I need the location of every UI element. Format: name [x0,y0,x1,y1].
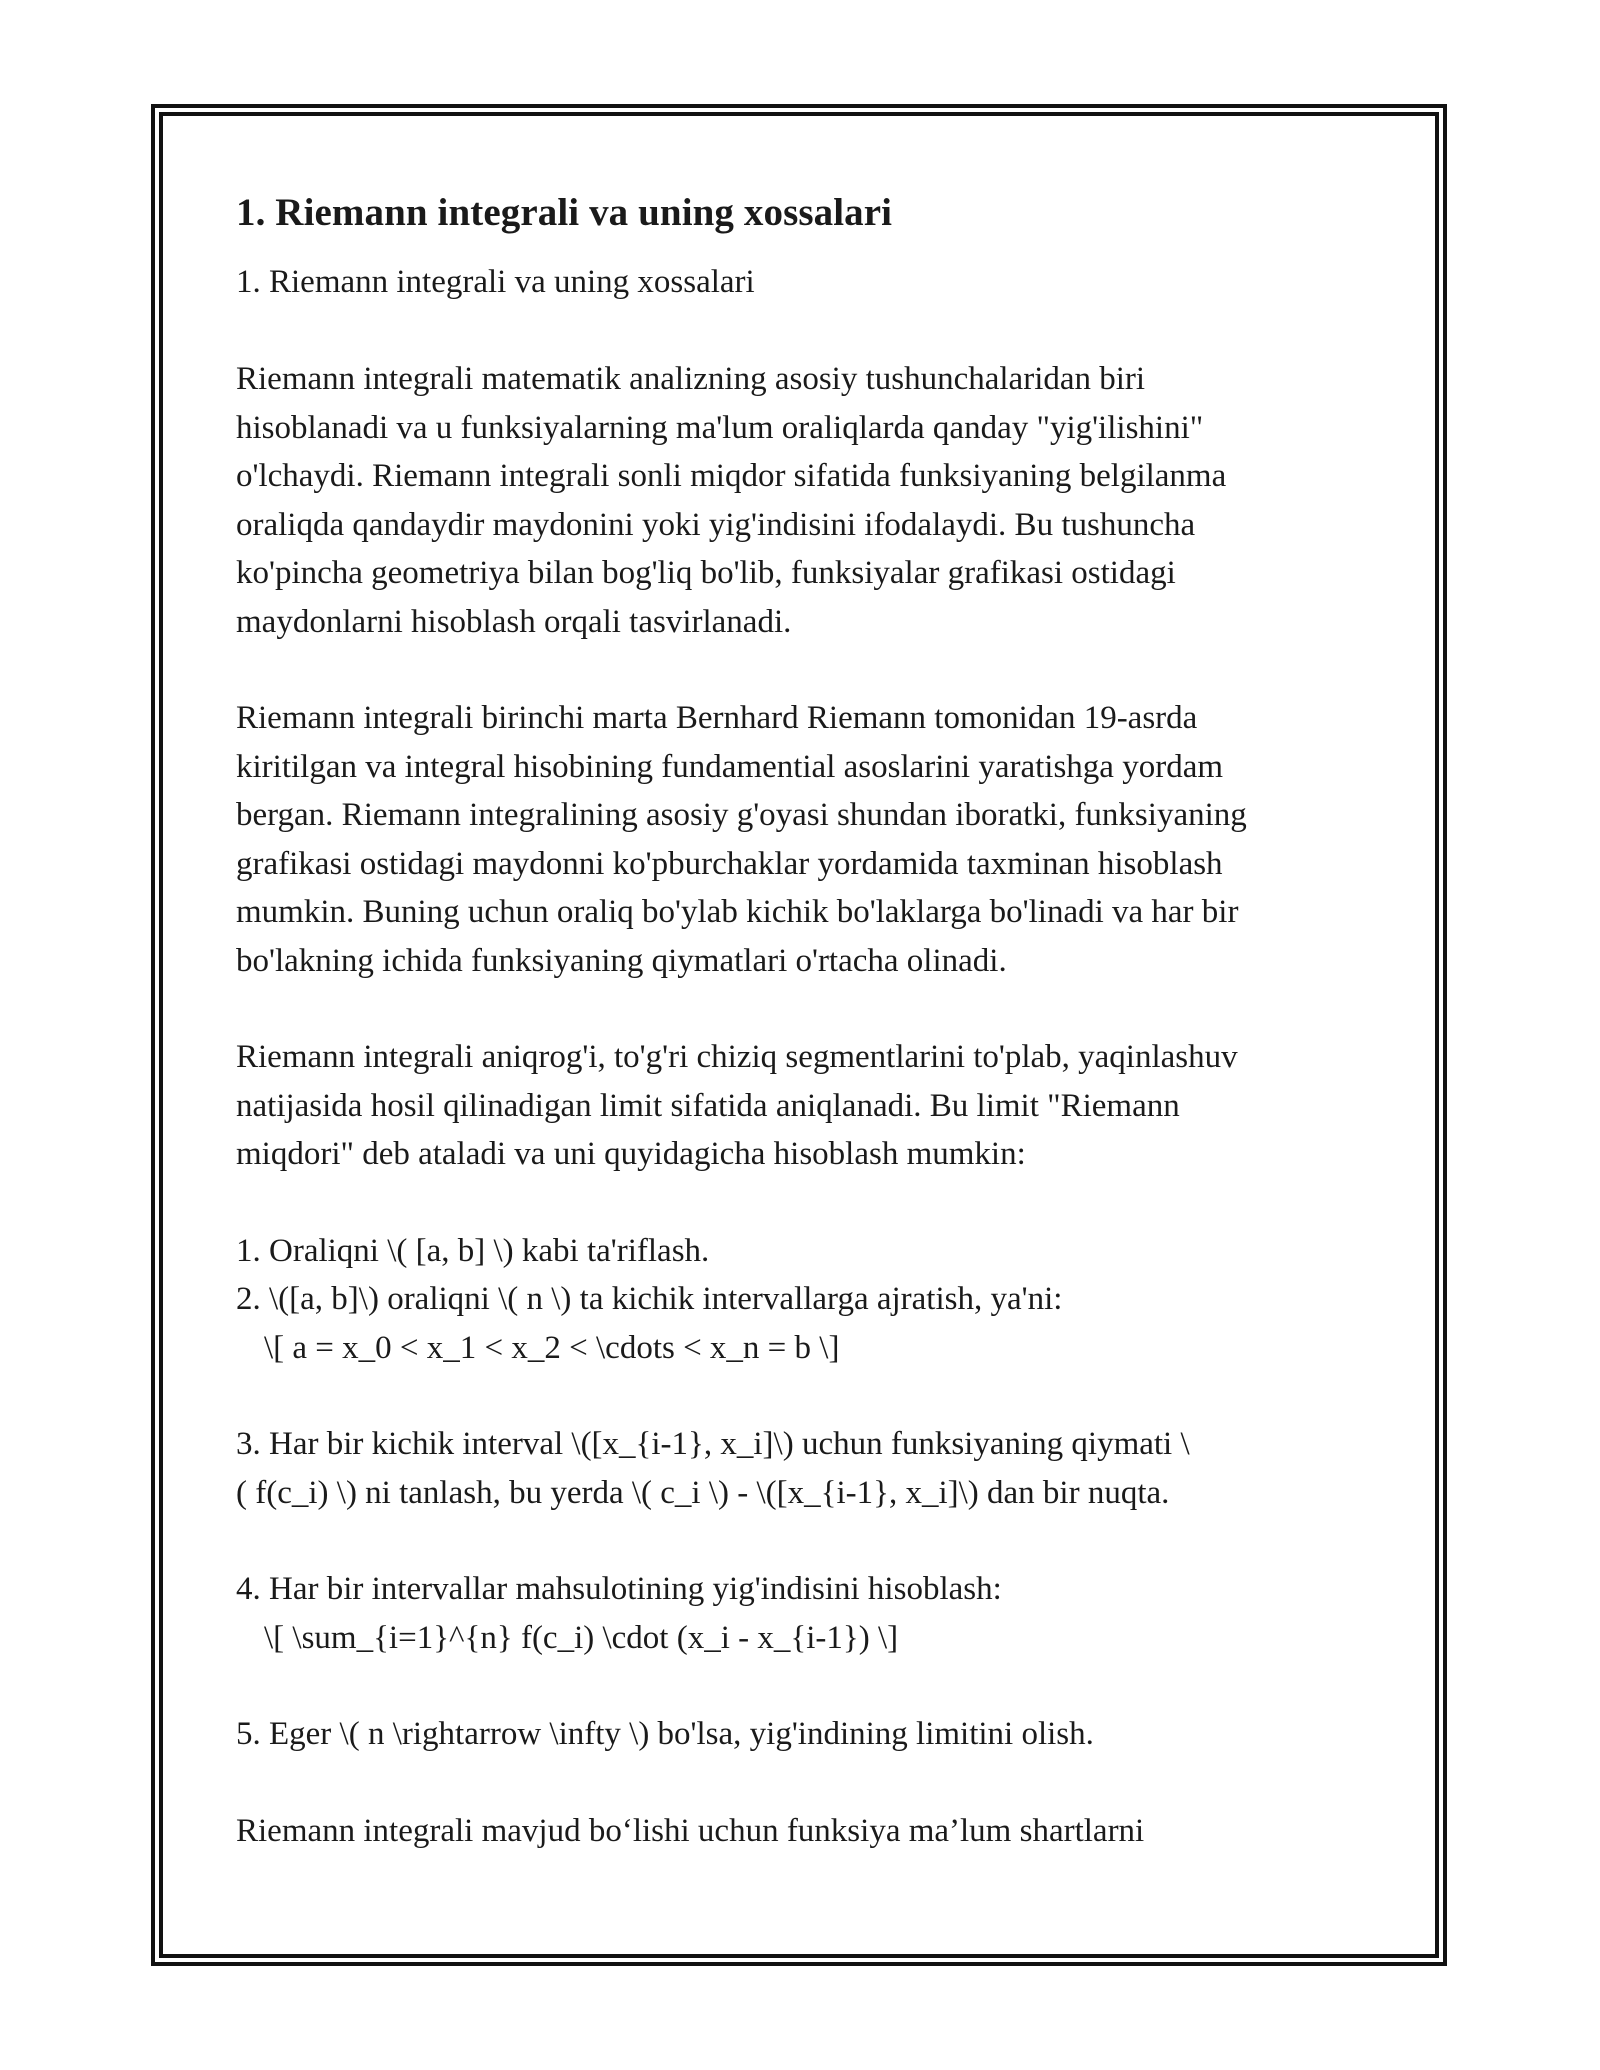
paragraph-line: bergan. Riemann integralining asosiy g'oyasi shundan iboratki, funksiyaning [236,797,1247,833]
riemann-sum-formula: \[ \sum_{i=1}^{n} f(c_i) \cdot (x_i - x_{i-1}) \] [264,1619,899,1656]
paragraph-line: hisoblanadi va u funksiyalarning ma'lum oraliqlarda qanday "yig'ilishini" [236,409,1204,446]
paragraph-line: oraliqda qandaydir maydonini yoki yig'indisini ifodalaydi. Bu tushuncha [236,506,1196,543]
paragraph-definition [236,1033,1386,1179]
partition-formula: \[ a = x_0 < x_1 < x_2 < \cdots < x_n = b \] [264,1329,840,1366]
paragraph-line: ( f(c_i) \) ni tanlash, bu yerda \( c_i \) - \([x_{i-1}, x_i]\) dan bir nuqta. [236,1474,1170,1511]
step-4-text: 4. Har bir intervallar mahsulotining yig'indisini hisoblash: [236,1571,1002,1607]
step-item-3 [236,1420,1386,1517]
paragraph-line: 3. Har bir kichik interval \([x_{i-1}, x_i]\) uchun funksiyaning qiymati \ [236,1426,1190,1462]
step-item-5 [236,1710,1386,1759]
paragraph-intro [236,355,1386,646]
steps-one-two [236,1227,1386,1373]
paragraph-line: Riemann integrali birinchi marta Bernhard Riemann tomonidan 19-asrda [236,700,1198,736]
paragraph-line: Riemann integrali matematik analizning asosiy tushunchalaridan biri [236,361,1146,397]
paragraph-line: Riemann integrali aniqrog'i, to'g'ri chiziq segmentlarini to'plab, yaqinlashuv [236,1039,1238,1075]
document-body [236,186,1386,1855]
step-item-4 [236,1565,1386,1662]
paragraph-line: grafikasi ostidagi maydonni ko'pburchaklar yordamida taxminan hisoblash [236,845,1223,882]
paragraph-history [236,694,1386,985]
paragraph-line: ko'pincha geometriya bilan bog'liq bo'lib, funksiyalar grafikasi ostidagi [236,555,1176,591]
document-subtitle: 1. Riemann integrali va uning xossalari [236,264,755,300]
closing-paragraph [236,1807,1386,1856]
paragraph-line: mumkin. Buning uchun oraliq bo'ylab kichik bo'laklarga bo'linadi va har bir [236,894,1239,930]
document-title: 1. Riemann integrali va uning xossalari [236,191,893,234]
step-item-2: 2. \([a, b]\) oraliqni \( n \) ta kichik intervallarga ajratish, ya'ni: [236,1281,1063,1317]
paragraph-line: natijasida hosil qilinadigan limit sifatida aniqlanadi. Bu limit "Riemann [236,1087,1180,1124]
paragraph-line: o'lchaydi. Riemann integrali sonli miqdor sifatida funksiyaning belgilanma [236,458,1227,494]
step-item-1: 1. Oraliqni \( [a, b] \) kabi ta'riflash. [236,1232,710,1269]
paragraph-line: bo'lakning ichida funksiyaning qiymatlari o'rtacha olinadi. [236,942,1007,979]
closing-line: Riemann integrali mavjud bo‘lishi uchun funksiya ma’lum shartlarni [236,1812,1145,1849]
paragraph-line: miqdori" deb ataladi va uni quyidagicha hisoblash mumkin: [236,1136,1026,1172]
paragraph-line: maydonlarni hisoblash orqali tasvirlanadi. [236,603,792,640]
paragraph-line: kiritilgan va integral hisobining fundamential asoslarini yaratishga yordam [236,748,1224,785]
step-5-text: 5. Eger \( n \rightarrow \infty \) bo'lsa, yig'indining limitini olish. [236,1716,1094,1752]
